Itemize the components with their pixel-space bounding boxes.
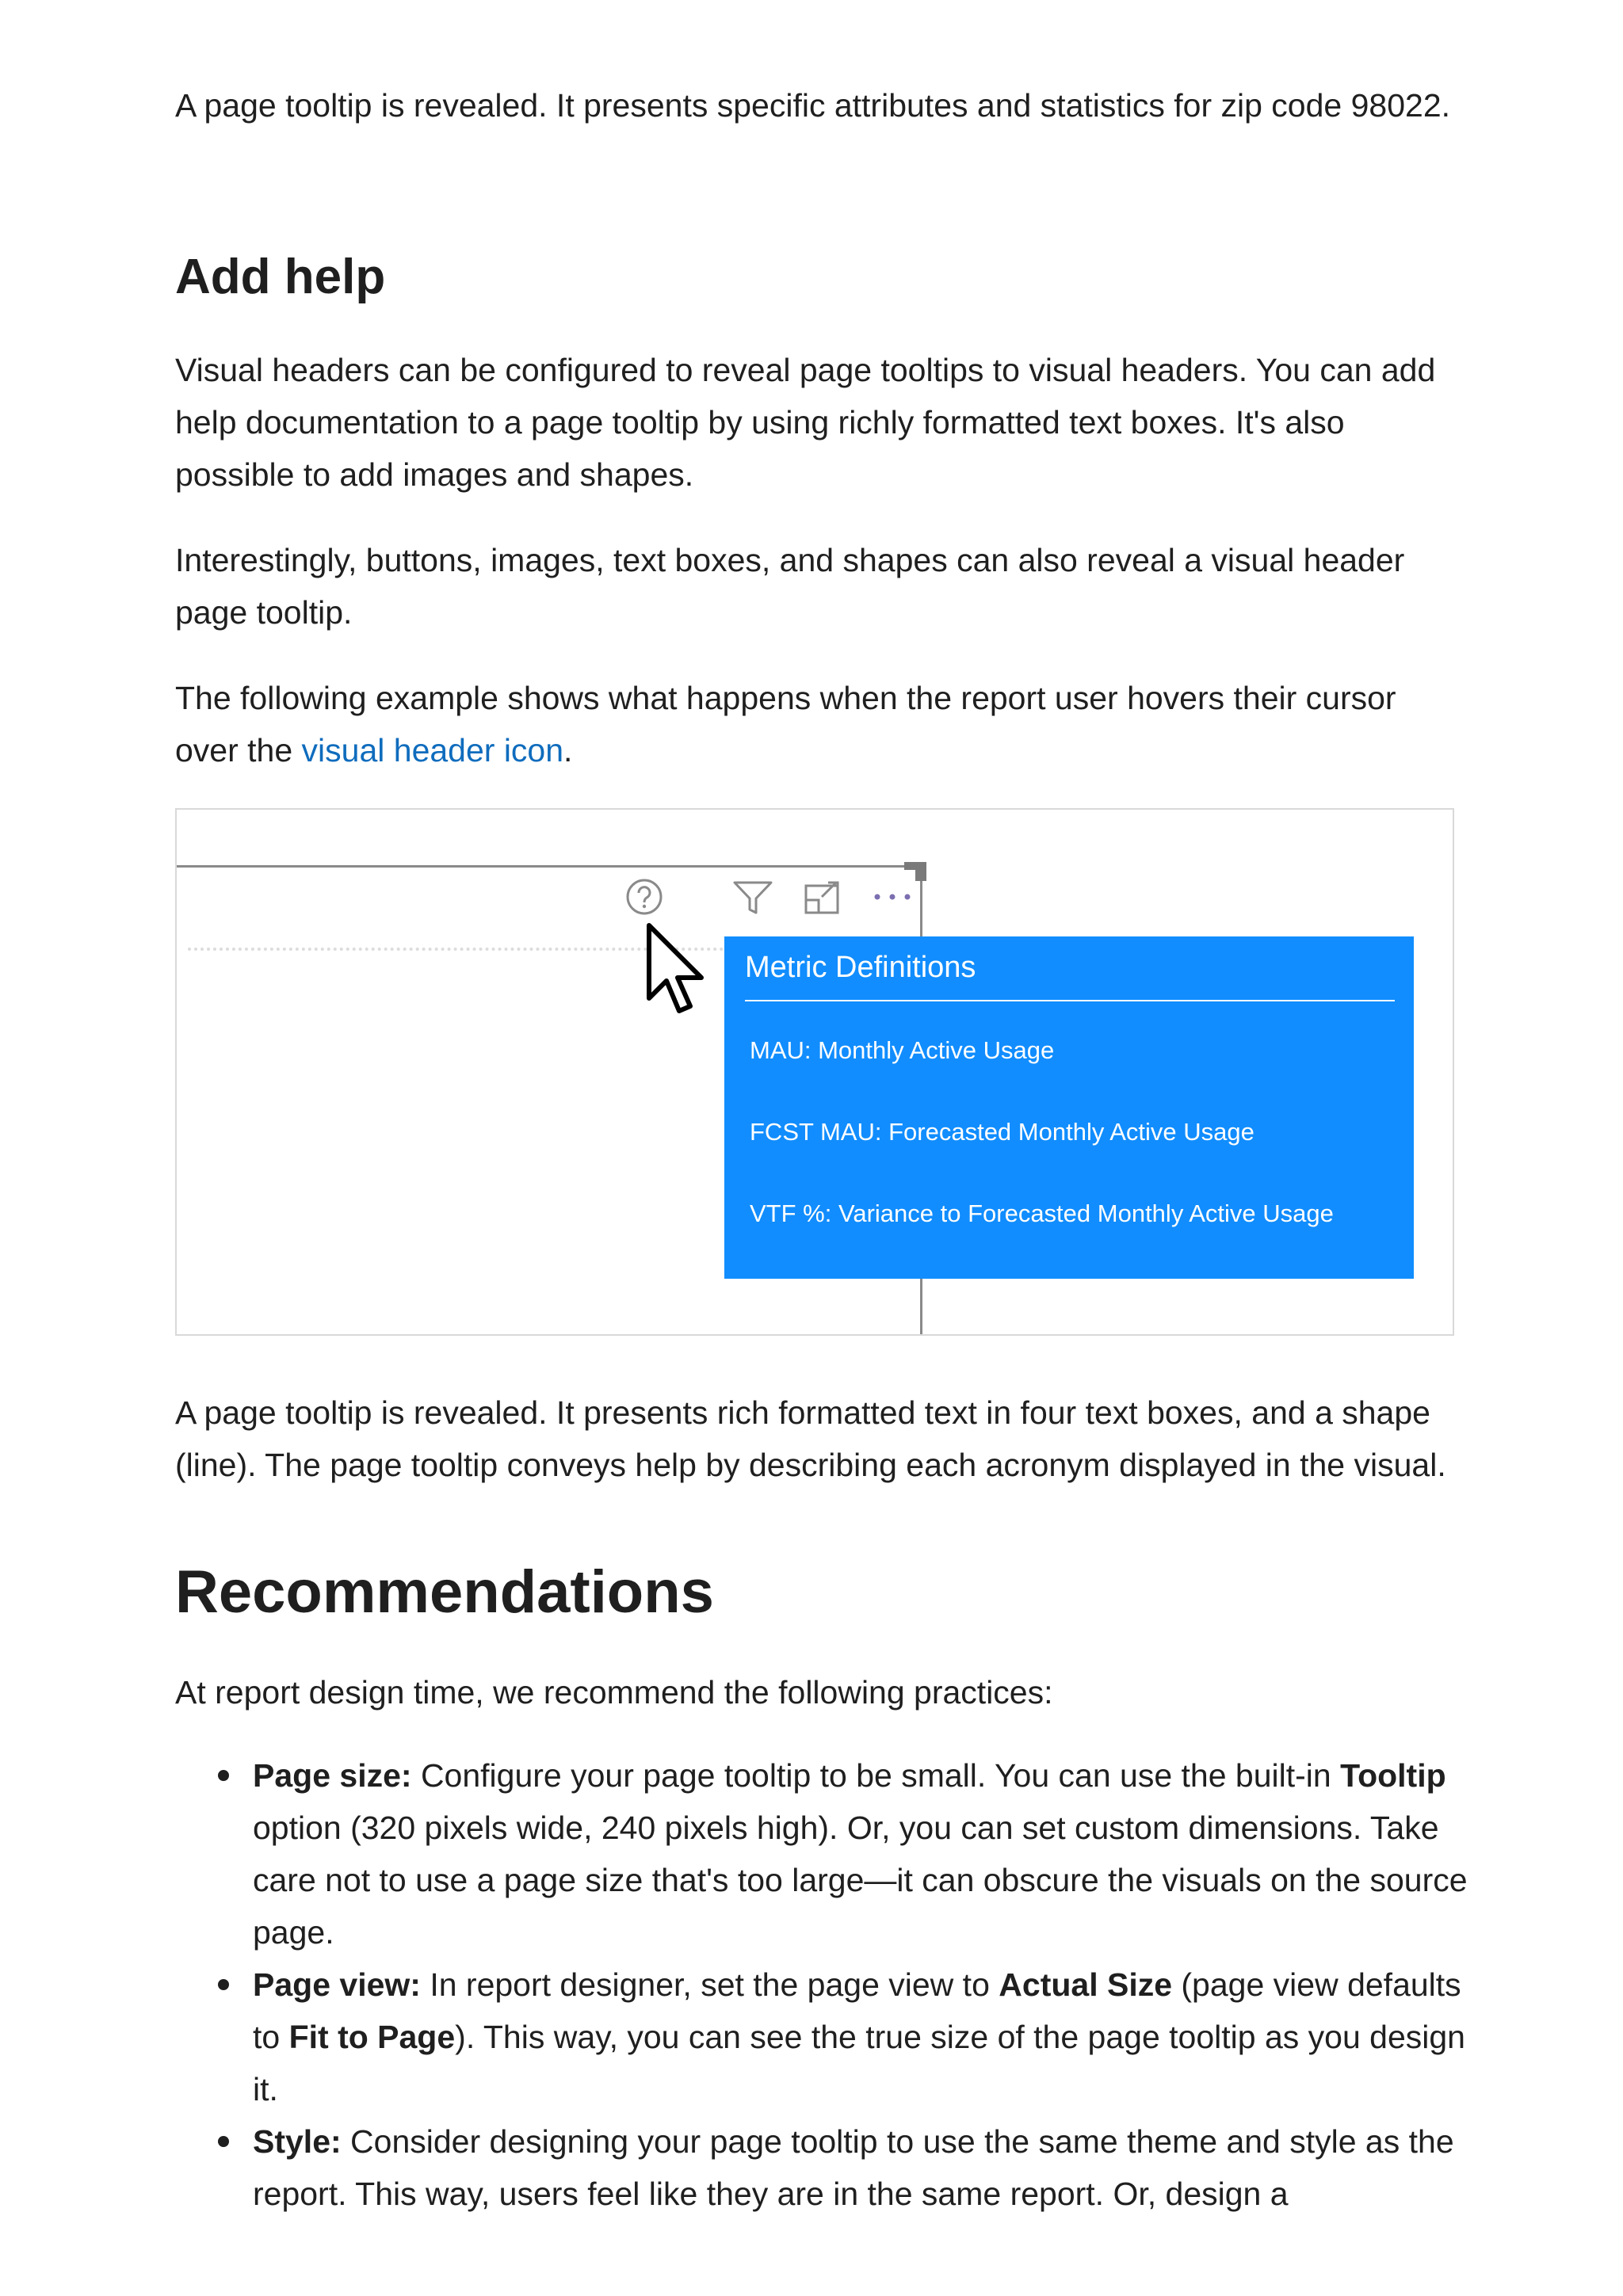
filter-icon[interactable]	[731, 878, 774, 917]
recommendations-intro: At report design time, we recommend the following practices:	[175, 1674, 1053, 1711]
item-bold-fit-to-page: Fit to Page	[288, 2019, 456, 2055]
add-help-paragraph-1: Visual headers can be configured to reveal page tooltips to visual headers. You can add help documentation to a page tooltip by using richly formatted text boxes. It's also possible to add images and shapes.	[175, 352, 1436, 493]
visual-header-tooltip-figure	[175, 808, 1454, 1336]
add-help-heading: Add help	[175, 250, 386, 304]
visual-header-icon-link[interactable]: visual header icon	[301, 732, 564, 769]
focus-mode-icon[interactable]	[803, 879, 842, 916]
more-options-icon[interactable]	[871, 891, 914, 903]
item-label: Page size:	[253, 1757, 412, 1794]
tooltip-divider-line	[745, 1000, 1395, 1001]
tooltip-item-vtf: VTF %: Variance to Forecasted Monthly Active Usage	[750, 1199, 1334, 1227]
item-bold-tooltip: Tooltip	[1340, 1757, 1446, 1794]
add-help-paragraph-2: Interestingly, buttons, images, text boxes, and shapes can also reveal a visual header page tooltip.	[175, 542, 1405, 631]
list-item-page-size	[253, 1749, 1473, 1958]
list-item-page-view	[253, 1958, 1473, 2115]
item-text: option (320 pixels wide, 240 pixels high). Or, you can set custom dimensions. Take care not to use a page size that's too large—it can obscure the visuals on the source page.	[253, 1810, 1468, 1951]
tooltip-item-fcst-mau: FCST MAU: Forecasted Monthly Active Usage	[750, 1118, 1254, 1146]
recommendations-heading: Recommendations	[175, 1558, 714, 1626]
item-bold-actual-size: Actual Size	[999, 1966, 1173, 2003]
list-item-style	[253, 2115, 1473, 2220]
page-tooltip	[724, 936, 1414, 1279]
tooltip-title: Metric Definitions	[745, 951, 976, 984]
tooltip-item-mau: MAU: Monthly Active Usage	[750, 1036, 1055, 1064]
para3-text: The following example shows what happens when the report user hovers their cursor over the	[175, 680, 1396, 769]
mouse-pointer-icon	[644, 922, 708, 1025]
item-text: In report designer, set the page view to	[420, 1966, 999, 2003]
item-label: Style:	[253, 2123, 342, 2160]
item-text: Configure your page tooltip to be small. You can use the built-in	[411, 1757, 1341, 1794]
para3-end: .	[563, 732, 573, 769]
item-text: (page view defaults to	[253, 1966, 1461, 2055]
item-text: Consider designing your page tooltip to use the same theme and style as the report. This way, users feel like they are in the same report. Or, design a	[253, 2123, 1454, 2212]
resize-handle-top	[904, 862, 926, 870]
recommendations-list	[175, 1749, 1473, 2220]
after-figure-paragraph: A page tooltip is revealed. It presents rich formatted text in four text boxes, and a shape (line). The page tooltip conveys help by describing each acronym displayed in the visual.	[175, 1394, 1446, 1483]
help-question-icon[interactable]	[624, 876, 665, 917]
visual-border-top	[177, 865, 922, 868]
item-label: Page view:	[253, 1966, 421, 2003]
item-text: ). This way, you can see the true size of the page tooltip as you design it.	[253, 2019, 1465, 2107]
add-help-paragraph-3	[175, 672, 1459, 776]
intro-paragraph: A page tooltip is revealed. It presents specific attributes and statistics for zip code 98022.	[175, 87, 1451, 124]
